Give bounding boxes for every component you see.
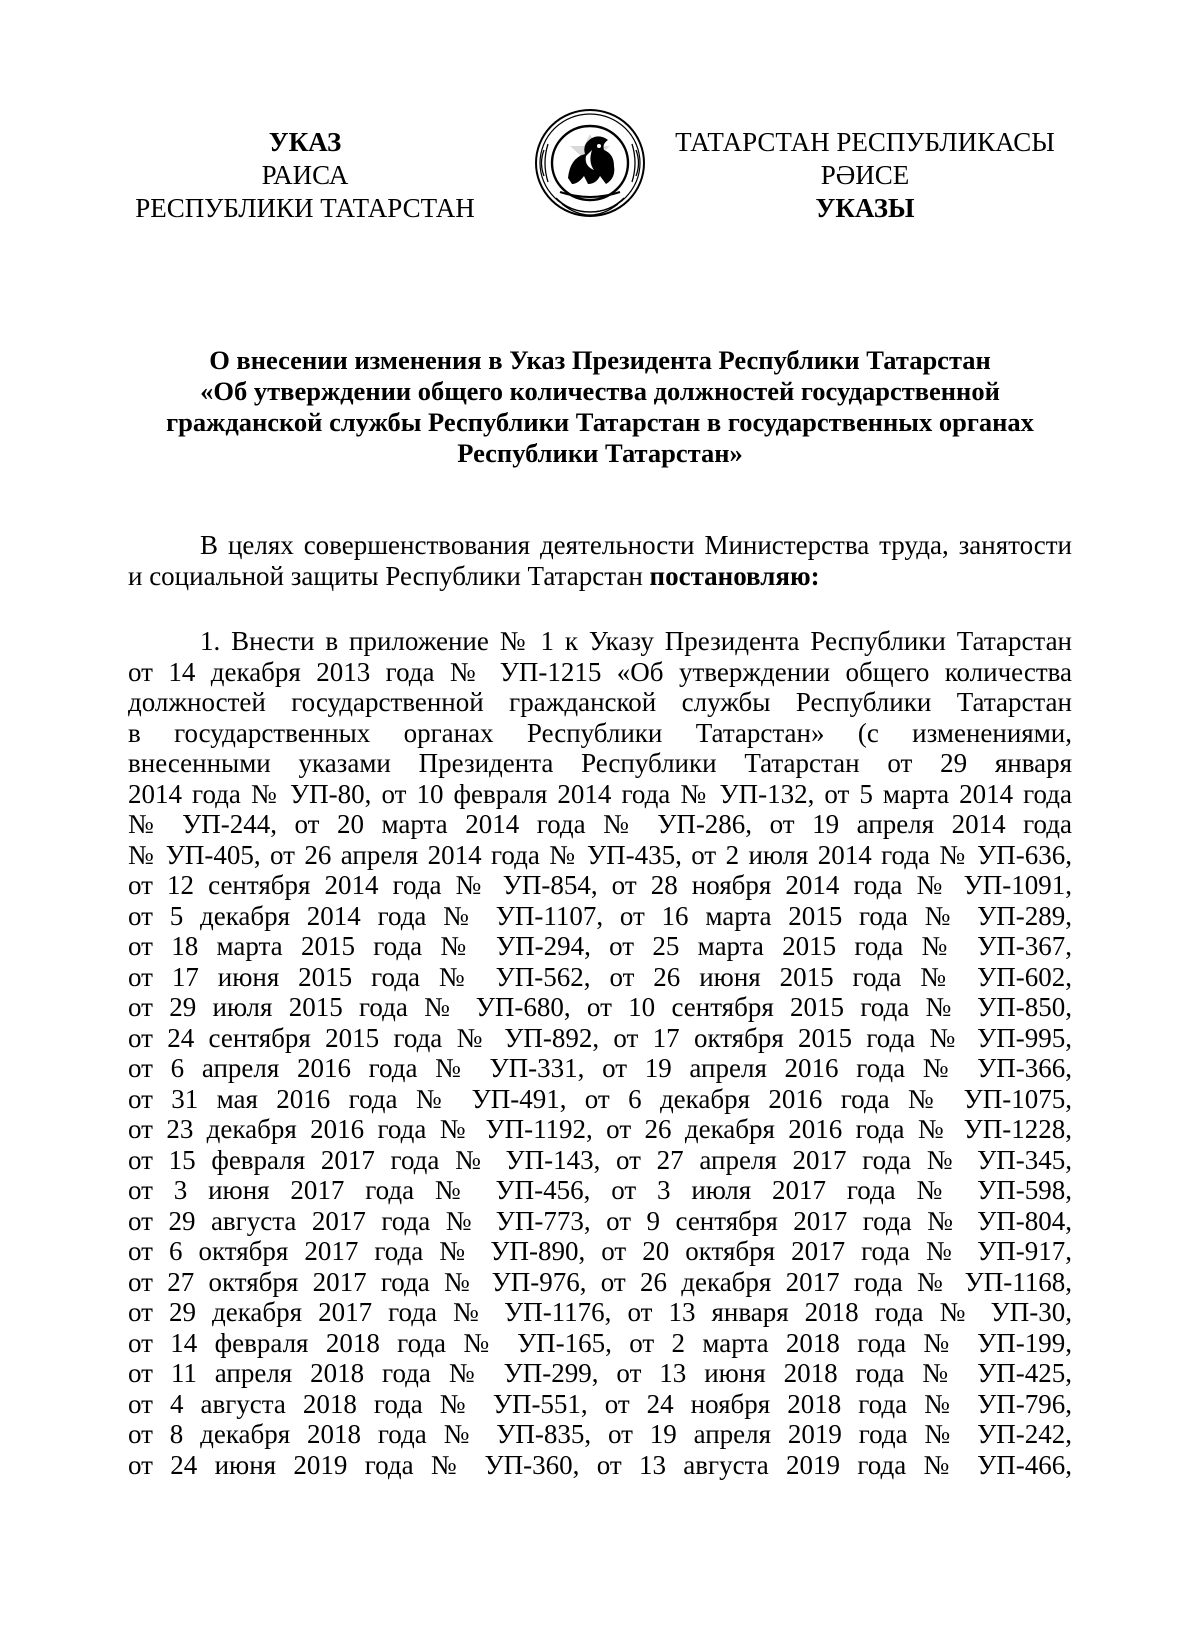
- header-right-line-2: РӘИСЕ: [820, 160, 910, 190]
- item-line: от 31 мая 2016 года № УП-491, от 6 декабря 2016 года № УП-1075,: [128, 1083, 1072, 1114]
- item-line: от 18 марта 2015 года № УП-294, от 25 марта 2015 года № УП-367,: [128, 931, 1072, 961]
- item-line: от 24 сентября 2015 года № УП-892, от 17 октября 2015 года № УП-995,: [128, 1022, 1072, 1053]
- preamble-paragraph: [128, 530, 1072, 591]
- item-line: № УП-405, от 26 апреля 2014 года № УП-435, от 2 июля 2014 года № УП-636,: [128, 839, 1072, 870]
- item-line: от 29 августа 2017 года № УП-773, от 9 сентября 2017 года № УП-804,: [128, 1205, 1072, 1236]
- item-line: от 15 февраля 2017 года № УП-143, от 27 апреля 2017 года № УП-345,: [128, 1144, 1072, 1175]
- header-left-line-3: РЕСПУБЛИКИ ТАТАРСТАН: [135, 193, 475, 223]
- item-line: от 14 февраля 2018 года № УП-165, от 2 марта 2018 года № УП-199,: [128, 1327, 1072, 1358]
- coat-of-arms-emblem: [530, 106, 650, 221]
- header-left-line-2: РАИСА: [261, 160, 349, 190]
- item-1-paragraph: [128, 626, 1072, 1480]
- item-line: от 29 декабря 2017 года № УП-1176, от 13 января 2018 года № УП-30,: [128, 1297, 1072, 1327]
- emblem-icon: [530, 106, 650, 221]
- title-line: «Об утверждении общего количества должностей государственной: [200, 376, 1000, 406]
- header-right-line-3: УКАЗЫ: [815, 193, 915, 223]
- item-line: от 24 июня 2019 года № УП-360, от 13 августа 2019 года № УП-466,: [128, 1449, 1072, 1480]
- decree-title: [110, 345, 1090, 469]
- item-line: 1. Внести в приложение № 1 к Указу Президента Республики Татарстан: [200, 626, 1072, 656]
- header-left-russian: [130, 126, 480, 225]
- title-line: О внесении изменения в Указ Президента Республики Татарстан: [209, 345, 991, 375]
- item-line: от 6 апреля 2016 года № УП-331, от 19 апреля 2016 года № УП-366,: [128, 1053, 1072, 1083]
- item-line: от 12 сентября 2014 года № УП-854, от 28 ноября 2014 года № УП-1091,: [128, 870, 1072, 900]
- item-line: от 11 апреля 2018 года № УП-299, от 13 июня 2018 года № УП-425,: [128, 1358, 1072, 1388]
- item-line: от 27 октября 2017 года № УП-976, от 26 декабря 2017 года № УП-1168,: [128, 1266, 1072, 1297]
- item-line: № УП-244, от 20 марта 2014 года № УП-286, от 19 апреля 2014 года: [128, 809, 1072, 839]
- item-line: внесенными указами Президента Республики Татарстан от 29 января: [128, 748, 1072, 778]
- item-line: от 8 декабря 2018 года № УП-835, от 19 апреля 2019 года № УП-242,: [128, 1419, 1072, 1449]
- item-line: от 3 июня 2017 года № УП-456, от 3 июля 2017 года № УП-598,: [128, 1175, 1072, 1205]
- item-line: от 4 августа 2018 года № УП-551, от 24 ноября 2018 года № УП-796,: [128, 1388, 1072, 1419]
- item-line: от 29 июля 2015 года № УП-680, от 10 сентября 2015 года № УП-850,: [128, 992, 1072, 1022]
- item-line: должностей государственной гражданской службы Республики Татарстан: [128, 687, 1072, 717]
- header-right-line-1: ТАТАРСТАН РЕСПУБЛИКАСЫ: [675, 127, 1055, 157]
- item-line: от 5 декабря 2014 года № УП-1107, от 16 марта 2015 года № УП-289,: [128, 900, 1072, 931]
- title-line: Республики Татарстан»: [457, 438, 743, 468]
- preamble-text: В целях совершенствования деятельности Министерства труда, занятости и социальной защиты Республики Татарстан: [128, 530, 1072, 591]
- header-right-tatar: [660, 126, 1070, 225]
- item-line: 2014 года № УП-80, от 10 февраля 2014 года № УП-132, от 5 марта 2014 года: [128, 778, 1072, 809]
- item-line: от 17 июня 2015 года № УП-562, от 26 июня 2015 года № УП-602,: [128, 961, 1072, 992]
- header-left-line-1: УКАЗ: [268, 127, 342, 157]
- item-line: в государственных органах Республики Татарстан» (с изменениями,: [128, 717, 1072, 748]
- item-line: от 14 декабря 2013 года № УП-1215 «Об утверждении общего количества: [128, 656, 1072, 687]
- item-line: от 6 октября 2017 года № УП-890, от 20 октября 2017 года № УП-917,: [128, 1236, 1072, 1266]
- title-line: гражданской службы Республики Татарстан в государственных органах: [166, 407, 1034, 437]
- preamble-keyword: постановляю:: [649, 560, 820, 591]
- item-line: от 23 декабря 2016 года № УП-1192, от 26 декабря 2016 года № УП-1228,: [128, 1114, 1072, 1144]
